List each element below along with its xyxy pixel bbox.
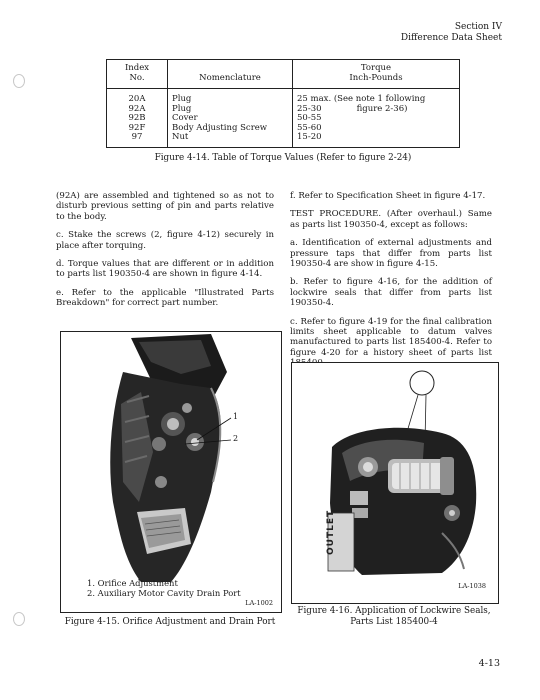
legend-item: 2. Auxiliary Motor Cavity Drain Port	[87, 588, 241, 598]
binder-hole-top	[13, 74, 25, 88]
paragraph: TEST PROCEDURE. (After overhaul.) Same as parts list 190350-4, except as follows:	[290, 209, 492, 230]
paragraph: f. Refer to Specification Sheet in figure 4-17.	[290, 191, 486, 201]
table-row	[107, 114, 460, 124]
table-row	[107, 124, 460, 134]
paragraph: e. Refer to the applicable "Illustrated Parts Breakdown" for correct part number.	[56, 287, 274, 309]
binder-hole-bottom	[13, 612, 25, 626]
torque-table	[106, 59, 460, 148]
table-row	[107, 105, 460, 115]
page-number: 4-13	[478, 658, 500, 669]
callout-2: 2	[233, 434, 239, 443]
table-row	[107, 133, 460, 147]
paragraph: c. Stake the screws (2, figure 4-12) securely in place after torquing.	[56, 230, 274, 251]
lockwire-seals-photo	[292, 363, 498, 603]
legend-item: 1. Orifice Adjustment	[87, 578, 178, 588]
cell-index: 92F	[107, 124, 168, 134]
cell-index: 92B	[107, 114, 168, 124]
table-row	[107, 89, 460, 105]
cell-index: 20A	[107, 89, 168, 105]
figure-code: LA-1038	[458, 582, 486, 590]
cell-index: 97	[107, 133, 168, 147]
paragraph: a. Identification of external adjustments and pressure taps that differ from parts list 190350-4 are show in figure 4-15.	[290, 238, 492, 270]
left-column-text	[56, 191, 274, 309]
cell-nomenclature: Plug	[168, 105, 293, 115]
paragraph: d. Torque values that are different or in addition to parts list 190350-4 are shown in figure 4-14.	[56, 259, 274, 280]
header-nomenclature: Nomenclature	[168, 60, 293, 89]
figure-4-16-caption: Figure 4-16. Application of Lockwire Seals, Parts List 185400-4	[297, 606, 491, 627]
right-column-text	[290, 191, 492, 369]
cell-torque: 25 max. (See note 1 following	[297, 94, 426, 104]
cell-torque: 15-20	[297, 132, 322, 143]
paragraph: c. Refer to figure 4-19 for the final calibration limits sheet applicable to datum valves manufactured to parts list 185400-4. Refer to figure 4-20 for a history sheet of parts list	[290, 316, 492, 358]
cell-torque: 50-55	[297, 113, 322, 124]
torque-table-caption: Figure 4-14. Table of Torque Values (Refer to figure 2-24)	[154, 153, 412, 163]
header-torque: Torque Inch-Pounds	[293, 60, 460, 89]
outlet-stamp: OUTLET	[326, 509, 336, 555]
callout-1: 1	[233, 412, 239, 421]
figure-4-15-caption: Figure 4-15. Orifice Adjustment and Drain Port	[64, 617, 276, 627]
paragraph: (92A) are assembled and tightened so as not to disturb previous setting of pin and parts relative to the body.	[56, 191, 274, 222]
cell-nomenclature: Nut	[168, 133, 293, 147]
cell-nomenclature: Plug	[168, 89, 293, 105]
cell-nomenclature: Cover	[168, 114, 293, 124]
section-label: Section IV	[454, 22, 502, 32]
figure-legend	[87, 578, 241, 598]
page-header	[401, 22, 502, 44]
paragraph: b. Refer to figure 4-16, for the addition of lockwire seals that differ from parts list 190350-4.	[290, 277, 492, 309]
cell-nomenclature: Body Adjusting Screw	[168, 124, 293, 134]
header-index: Index No.	[107, 60, 168, 89]
orifice-adjustment-photo	[61, 332, 281, 612]
sheet-title: Difference Data Sheet	[400, 33, 502, 43]
figure-4-15-frame	[60, 331, 282, 613]
figure-code: LA-1002	[245, 599, 273, 607]
cell-index: 92A	[107, 105, 168, 115]
cell-torque: 55-60	[297, 122, 322, 133]
cell-torque: 25-30 figure 2-36)	[297, 103, 408, 114]
figure-4-16-frame	[291, 362, 499, 604]
